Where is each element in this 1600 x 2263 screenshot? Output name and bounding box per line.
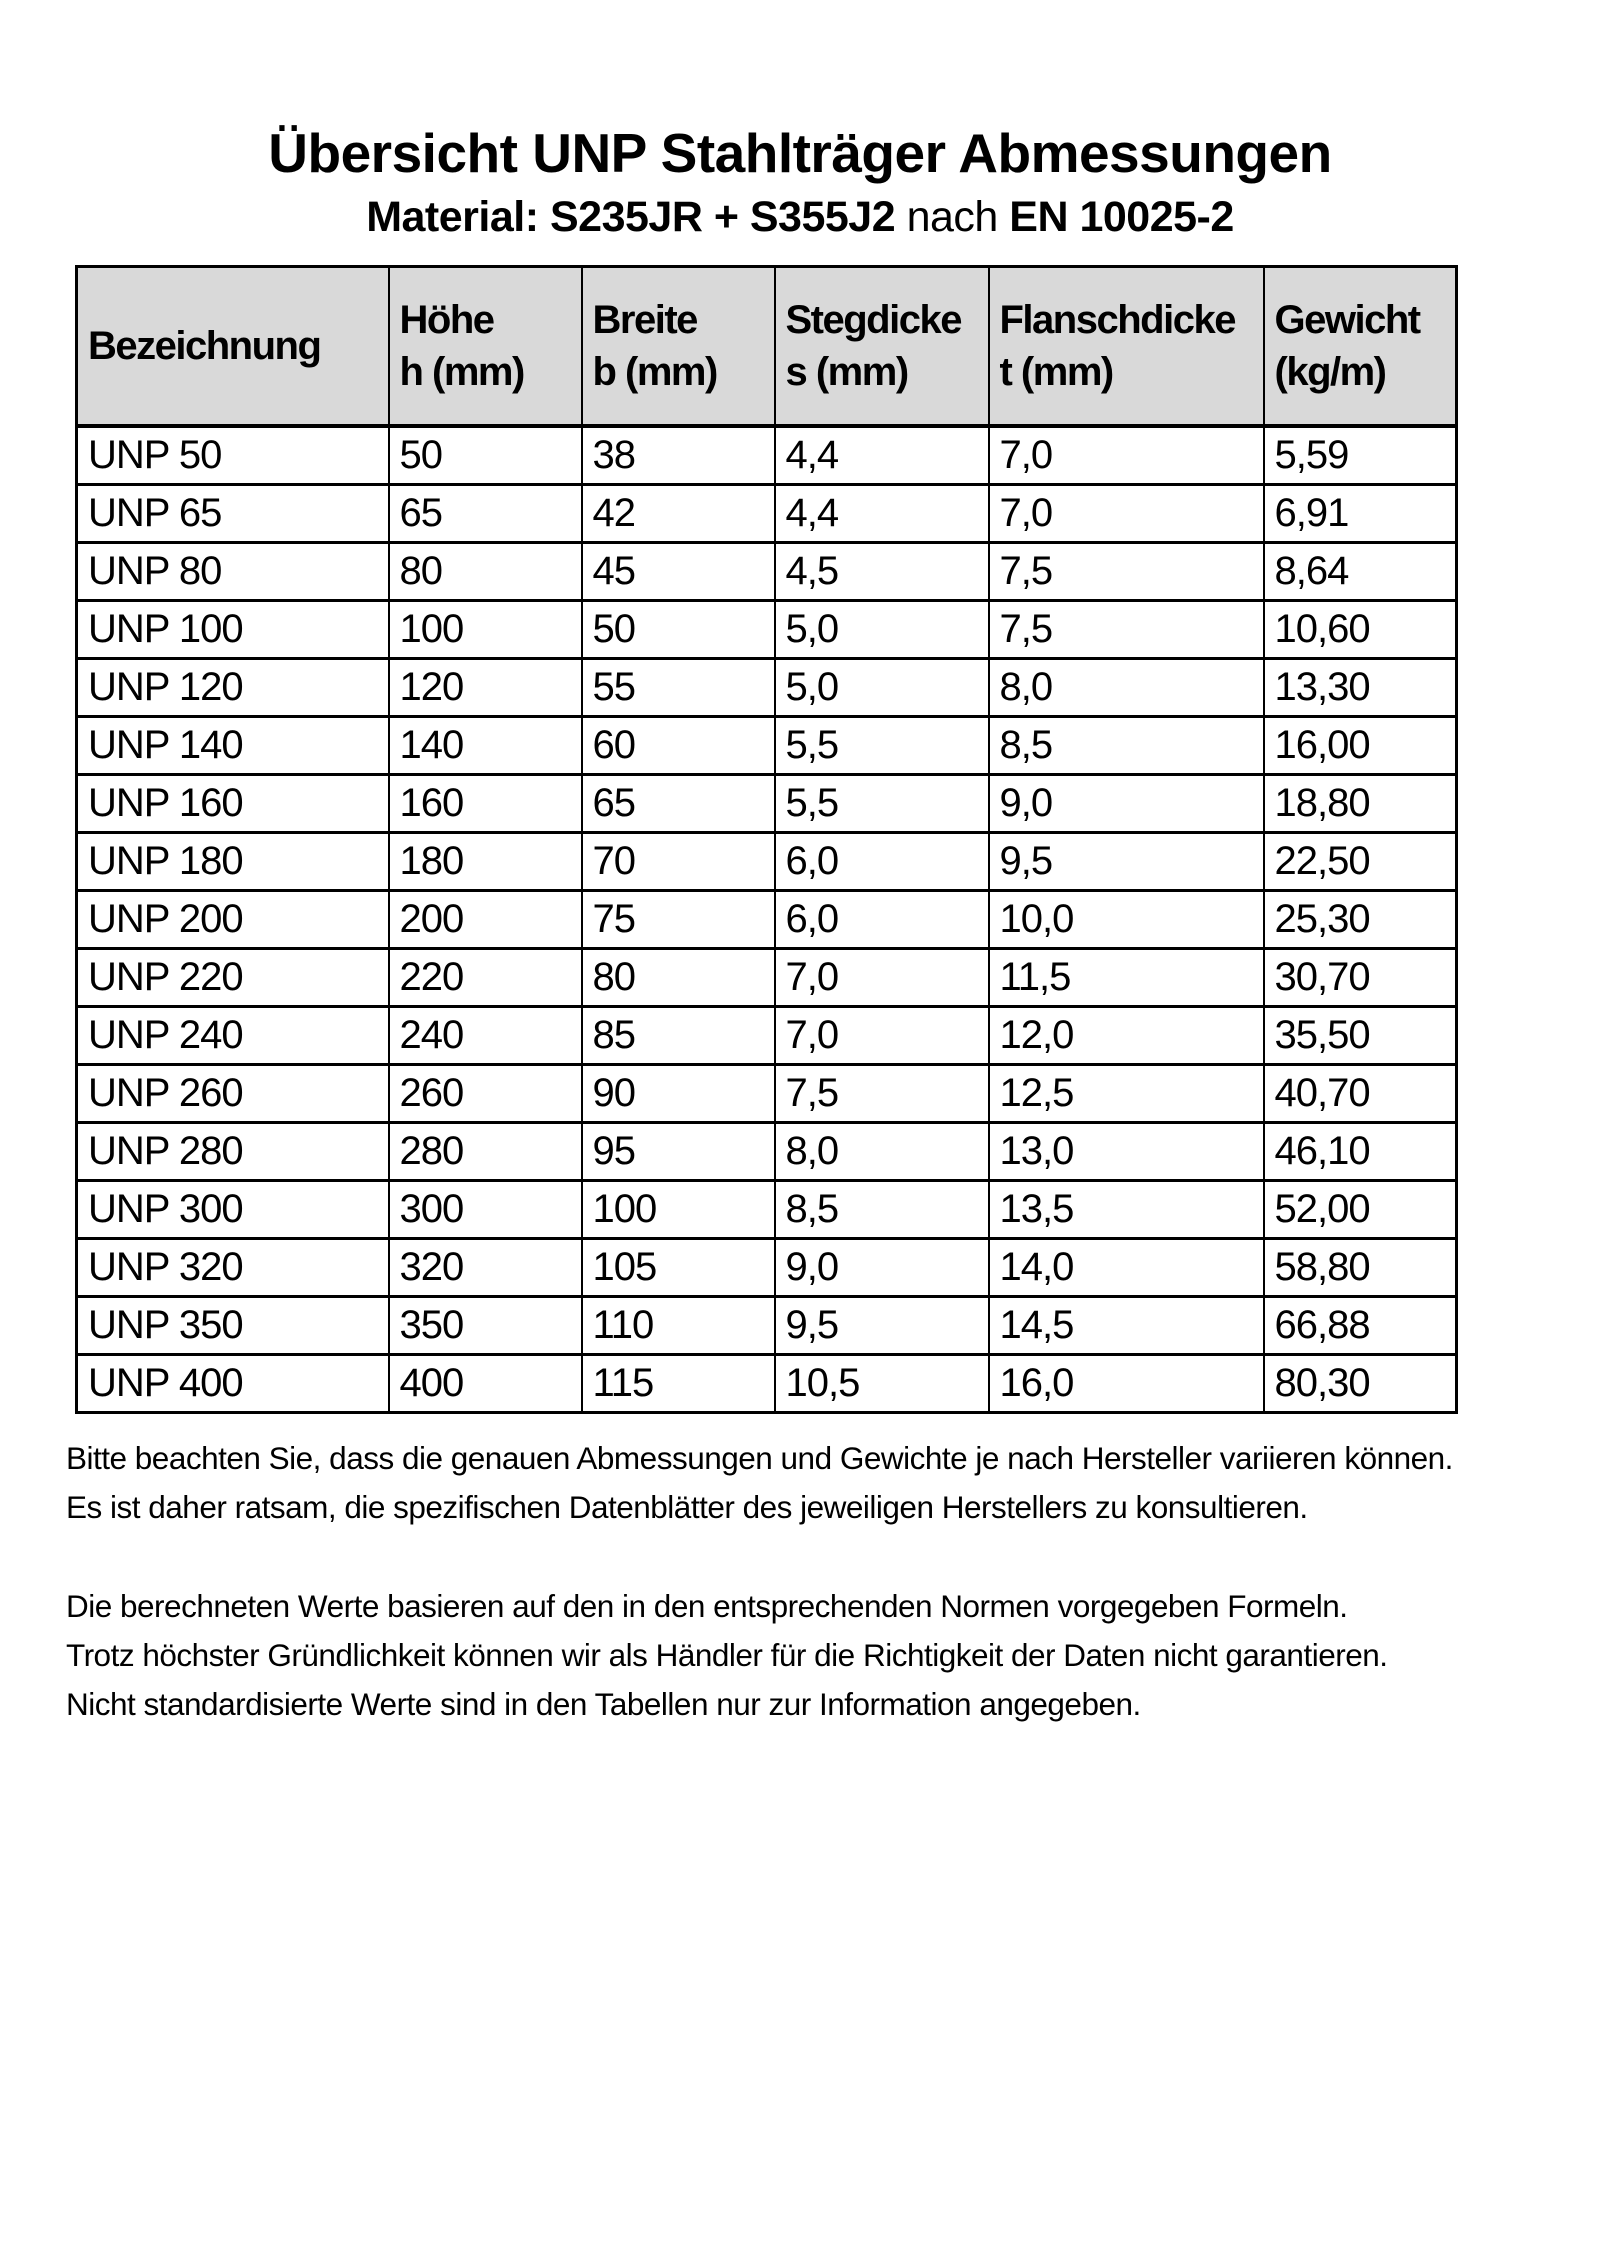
table-cell-hoehe: 320 xyxy=(389,1238,582,1296)
table-header xyxy=(77,266,1457,426)
column-header-stegdicke xyxy=(775,266,989,426)
table-cell-stegdicke: 4,4 xyxy=(775,484,989,542)
table-cell-gewicht: 25,30 xyxy=(1264,890,1457,948)
table-cell-breite: 45 xyxy=(582,542,775,600)
table-cell-flanschdicke: 7,0 xyxy=(989,484,1264,542)
column-header-line2: h (mm) xyxy=(399,349,524,394)
column-header-line2: b (mm) xyxy=(592,349,717,394)
table-row xyxy=(77,1122,1457,1180)
table-cell-flanschdicke: 8,0 xyxy=(989,658,1264,716)
table-row xyxy=(77,600,1457,658)
table-cell-breite: 42 xyxy=(582,484,775,542)
table-cell-breite: 85 xyxy=(582,1006,775,1064)
table-cell-hoehe: 350 xyxy=(389,1296,582,1354)
table-cell-breite: 65 xyxy=(582,774,775,832)
subtitle-norm-text: EN 10025-2 xyxy=(1009,193,1234,242)
table-cell-bezeichnung: UNP 220 xyxy=(77,948,389,1006)
note-line: Es ist daher ratsam, die spezifischen Datenblätter des jeweiligen Herstellers zu konsultieren. xyxy=(66,1488,1308,1525)
note-line: Die berechneten Werte basieren auf den in den entsprechenden Normen vorgegeben Formeln. xyxy=(66,1587,1348,1624)
table-cell-hoehe: 50 xyxy=(389,426,582,484)
table-cell-stegdicke: 6,0 xyxy=(775,832,989,890)
table-cell-stegdicke: 10,5 xyxy=(775,1354,989,1412)
table-cell-stegdicke: 5,0 xyxy=(775,658,989,716)
column-header-line1: Gewicht xyxy=(1274,297,1420,342)
table-cell-bezeichnung: UNP 65 xyxy=(77,484,389,542)
table-cell-gewicht: 18,80 xyxy=(1264,774,1457,832)
table-cell-hoehe: 300 xyxy=(389,1180,582,1238)
column-header-line2: (kg/m) xyxy=(1274,349,1386,394)
table-cell-breite: 60 xyxy=(582,716,775,774)
column-header-line2: t (mm) xyxy=(999,349,1113,394)
table-row xyxy=(77,1354,1457,1412)
table-cell-hoehe: 100 xyxy=(389,600,582,658)
table-cell-stegdicke: 9,0 xyxy=(775,1238,989,1296)
table-cell-flanschdicke: 10,0 xyxy=(989,890,1264,948)
table-cell-bezeichnung: UNP 120 xyxy=(77,658,389,716)
column-header-bezeichnung xyxy=(77,266,389,426)
table-cell-bezeichnung: UNP 300 xyxy=(77,1180,389,1238)
table-cell-gewicht: 66,88 xyxy=(1264,1296,1457,1354)
table-cell-flanschdicke: 11,5 xyxy=(989,948,1264,1006)
table-cell-breite: 105 xyxy=(582,1238,775,1296)
table-cell-hoehe: 120 xyxy=(389,658,582,716)
table-cell-stegdicke: 7,0 xyxy=(775,948,989,1006)
table-cell-stegdicke: 8,0 xyxy=(775,1122,989,1180)
table-cell-gewicht: 52,00 xyxy=(1264,1180,1457,1238)
column-header-hoehe xyxy=(389,266,582,426)
table-cell-gewicht: 46,10 xyxy=(1264,1122,1457,1180)
table-cell-hoehe: 200 xyxy=(389,890,582,948)
table-cell-flanschdicke: 13,5 xyxy=(989,1180,1264,1238)
table-cell-breite: 95 xyxy=(582,1122,775,1180)
table-cell-breite: 50 xyxy=(582,600,775,658)
table-cell-stegdicke: 4,4 xyxy=(775,426,989,484)
table-cell-flanschdicke: 16,0 xyxy=(989,1354,1264,1412)
table-cell-gewicht: 22,50 xyxy=(1264,832,1457,890)
table-cell-flanschdicke: 7,5 xyxy=(989,542,1264,600)
table-cell-flanschdicke: 9,0 xyxy=(989,774,1264,832)
table-cell-bezeichnung: UNP 140 xyxy=(77,716,389,774)
table-cell-stegdicke: 5,5 xyxy=(775,774,989,832)
table-cell-hoehe: 220 xyxy=(389,948,582,1006)
table-cell-bezeichnung: UNP 100 xyxy=(77,600,389,658)
table-cell-breite: 55 xyxy=(582,658,775,716)
column-header-line1: Breite xyxy=(592,297,697,342)
subtitle-connector-text: nach xyxy=(895,193,1010,242)
table-cell-bezeichnung: UNP 280 xyxy=(77,1122,389,1180)
table-cell-gewicht: 35,50 xyxy=(1264,1006,1457,1064)
table-cell-hoehe: 280 xyxy=(389,1122,582,1180)
column-header-breite xyxy=(582,266,775,426)
table-cell-breite: 110 xyxy=(582,1296,775,1354)
table-row xyxy=(77,716,1457,774)
column-header-flanschdicke xyxy=(989,266,1264,426)
table-cell-gewicht: 5,59 xyxy=(1264,426,1457,484)
table-row xyxy=(77,948,1457,1006)
column-header-line1: Höhe xyxy=(399,297,494,342)
table-cell-flanschdicke: 14,5 xyxy=(989,1296,1264,1354)
table-cell-stegdicke: 8,5 xyxy=(775,1180,989,1238)
table-cell-hoehe: 65 xyxy=(389,484,582,542)
table-cell-hoehe: 80 xyxy=(389,542,582,600)
column-header-line1: Stegdicke xyxy=(785,297,961,342)
table-cell-flanschdicke: 14,0 xyxy=(989,1238,1264,1296)
table-cell-breite: 75 xyxy=(582,890,775,948)
table-cell-gewicht: 10,60 xyxy=(1264,600,1457,658)
notes-paragraph-disclaimer xyxy=(66,1582,1528,1729)
table-cell-bezeichnung: UNP 240 xyxy=(77,1006,389,1064)
table-cell-flanschdicke: 7,5 xyxy=(989,600,1264,658)
table-row xyxy=(77,484,1457,542)
table-cell-breite: 80 xyxy=(582,948,775,1006)
table-cell-gewicht: 8,64 xyxy=(1264,542,1457,600)
table-cell-bezeichnung: UNP 180 xyxy=(77,832,389,890)
table-cell-gewicht: 16,00 xyxy=(1264,716,1457,774)
table-row xyxy=(77,1006,1457,1064)
table-cell-bezeichnung: UNP 260 xyxy=(77,1064,389,1122)
table-cell-flanschdicke: 12,5 xyxy=(989,1064,1264,1122)
page-subtitle xyxy=(72,185,1528,242)
table-cell-bezeichnung: UNP 350 xyxy=(77,1296,389,1354)
table-row xyxy=(77,890,1457,948)
table-cell-bezeichnung: UNP 320 xyxy=(77,1238,389,1296)
table-cell-hoehe: 160 xyxy=(389,774,582,832)
note-line: Trotz höchster Gründlichkeit können wir als Händler für die Richtigkeit der Daten nicht garantieren. xyxy=(66,1636,1388,1673)
table-cell-bezeichnung: UNP 80 xyxy=(77,542,389,600)
column-header-line1: Bezeichnung xyxy=(88,323,321,368)
notes-paragraph-variation xyxy=(66,1434,1528,1532)
table-cell-flanschdicke: 8,5 xyxy=(989,716,1264,774)
column-header-gewicht xyxy=(1264,266,1457,426)
table-cell-hoehe: 260 xyxy=(389,1064,582,1122)
table-cell-bezeichnung: UNP 50 xyxy=(77,426,389,484)
table-cell-flanschdicke: 7,0 xyxy=(989,426,1264,484)
table-row xyxy=(77,658,1457,716)
table-header-row xyxy=(77,266,1457,426)
table-row xyxy=(77,1238,1457,1296)
unp-dimensions-table xyxy=(75,265,1458,1414)
table-cell-hoehe: 240 xyxy=(389,1006,582,1064)
table-cell-hoehe: 400 xyxy=(389,1354,582,1412)
table-cell-hoehe: 140 xyxy=(389,716,582,774)
table-cell-flanschdicke: 13,0 xyxy=(989,1122,1264,1180)
table-row xyxy=(77,1180,1457,1238)
table-cell-gewicht: 40,70 xyxy=(1264,1064,1457,1122)
table-cell-stegdicke: 6,0 xyxy=(775,890,989,948)
table-cell-breite: 100 xyxy=(582,1180,775,1238)
table-row xyxy=(77,774,1457,832)
table-cell-stegdicke: 9,5 xyxy=(775,1296,989,1354)
table-row xyxy=(77,426,1457,484)
table-cell-flanschdicke: 12,0 xyxy=(989,1006,1264,1064)
table-row xyxy=(77,542,1457,600)
table-cell-gewicht: 13,30 xyxy=(1264,658,1457,716)
note-line: Bitte beachten Sie, dass die genauen Abmessungen und Gewichte je nach Hersteller variieren können. xyxy=(66,1439,1453,1476)
table-cell-breite: 115 xyxy=(582,1354,775,1412)
table-cell-stegdicke: 5,0 xyxy=(775,600,989,658)
table-cell-stegdicke: 5,5 xyxy=(775,716,989,774)
table-row xyxy=(77,832,1457,890)
table-cell-breite: 90 xyxy=(582,1064,775,1122)
table-cell-stegdicke: 7,0 xyxy=(775,1006,989,1064)
table-body xyxy=(77,426,1457,1412)
note-line: Nicht standardisierte Werte sind in den Tabellen nur zur Information angegeben. xyxy=(66,1685,1141,1722)
table-row xyxy=(77,1296,1457,1354)
table-cell-breite: 38 xyxy=(582,426,775,484)
table-cell-gewicht: 58,80 xyxy=(1264,1238,1457,1296)
column-header-line2: s (mm) xyxy=(785,349,908,394)
table-cell-bezeichnung: UNP 400 xyxy=(77,1354,389,1412)
table-cell-flanschdicke: 9,5 xyxy=(989,832,1264,890)
subtitle-material-text: Material: S235JR + S355J2 xyxy=(366,193,896,242)
table-row xyxy=(77,1064,1457,1122)
table-cell-breite: 70 xyxy=(582,832,775,890)
table-cell-gewicht: 30,70 xyxy=(1264,948,1457,1006)
table-cell-gewicht: 6,91 xyxy=(1264,484,1457,542)
table-cell-bezeichnung: UNP 160 xyxy=(77,774,389,832)
table-cell-stegdicke: 4,5 xyxy=(775,542,989,600)
table-cell-hoehe: 180 xyxy=(389,832,582,890)
column-header-line1: Flanschdicke xyxy=(999,297,1235,342)
page-title: Übersicht UNP Stahlträger Abmessungen xyxy=(268,122,1332,184)
table-cell-gewicht: 80,30 xyxy=(1264,1354,1457,1412)
table-cell-stegdicke: 7,5 xyxy=(775,1064,989,1122)
table-cell-bezeichnung: UNP 200 xyxy=(77,890,389,948)
